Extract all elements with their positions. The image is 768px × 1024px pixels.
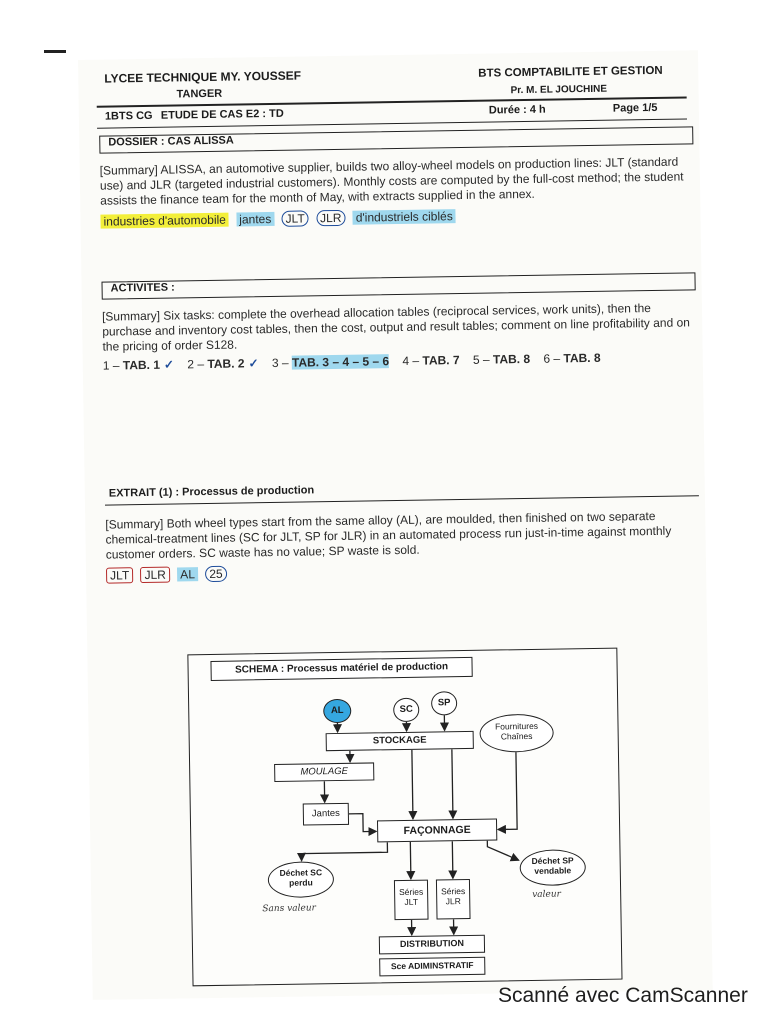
- circled-term: JLT: [281, 210, 308, 226]
- activity-number: 2: [187, 357, 195, 372]
- subject-label: ETUDE DE CAS E2 : TD: [160, 107, 284, 122]
- school-name: LYCEE TECHNIQUE MY. YOUSSEF: [104, 68, 302, 86]
- node-sc: SC: [393, 698, 419, 722]
- activity-ref: TAB. 3 – 4 – 5 – 6: [291, 354, 390, 370]
- scan-edge-mark: [44, 50, 66, 53]
- node-series-jlr-line2: JLR: [445, 896, 461, 907]
- check-mark-icon: ✓: [248, 356, 259, 371]
- activity-number: 6: [543, 351, 551, 366]
- activity-ref: TAB. 8: [492, 351, 531, 367]
- highlight-blue: jantes: [236, 212, 274, 227]
- check-mark-icon: ✓: [163, 357, 175, 372]
- edge-faconnage-jlr: [452, 841, 453, 878]
- duration-label: Durée : 4 h: [488, 103, 546, 117]
- node-distribution: DISTRIBUTION: [379, 935, 485, 955]
- node-sp: SP: [431, 691, 457, 715]
- node-fournitures-line1: Fournitures: [494, 720, 539, 732]
- node-dechet-sp-line2: vendable: [534, 865, 572, 876]
- program-name: BTS COMPTABILITE ET GESTION: [478, 64, 663, 80]
- activity-number: 3: [271, 355, 279, 370]
- node-series-jlr-line1: Séries: [440, 886, 466, 897]
- activity-item: 6 – TAB. 8: [543, 350, 601, 366]
- node-moulage: MOULAGE: [274, 762, 374, 782]
- teacher-name: Pr. M. EL JOUCHINE: [510, 83, 608, 97]
- dossier-summary-text: [Summary] ALISSA, an automotive supplier, builds two alloy-wheel models on production lines: JLT (standard use) and JLR (targeted industrial customers). Monthly costs are computed by the full-cost method; the student assists the finance team for the month of May, with extracts supplied in the annex.: [99, 154, 684, 208]
- edge-stockage-faconnage-sp: [452, 749, 453, 818]
- schema-title: SCHEMA : Processus matériel de production: [210, 657, 472, 681]
- activity-item: 4 – TAB. 7: [402, 353, 460, 368]
- circled-term: JLR: [140, 567, 170, 583]
- node-dechet-sp-line1: Déchet SP: [531, 855, 574, 866]
- scanner-watermark: Scanné avec CamScanner: [498, 984, 748, 1007]
- highlight-blue: d'industriels ciblés: [353, 209, 456, 225]
- production-schema: [187, 648, 622, 987]
- section-title-activites: ACTIVITES :: [101, 272, 695, 299]
- activites-summary: [102, 300, 697, 373]
- edge-jantes-faconnage: [349, 813, 376, 831]
- handwritten-note-sp: valeur: [532, 889, 562, 900]
- extrait-annotations: [106, 559, 700, 583]
- activity-number: 4: [402, 353, 410, 368]
- section-title-dossier: DOSSIER : CAS ALISSA: [99, 126, 693, 153]
- edge-faconnage-dechet-sc: [301, 842, 387, 860]
- edge-fournitures-faconnage: [497, 752, 517, 829]
- activity-number: 5: [472, 352, 480, 367]
- node-stockage: STOCKAGE: [326, 731, 474, 751]
- highlight-yellow: industries d'automobile: [100, 213, 229, 229]
- dossier-summary: [100, 154, 695, 229]
- activity-item: 1 – TAB. 1 ✓: [102, 357, 175, 373]
- activity-ref: TAB. 8: [563, 350, 601, 366]
- activites-summary-text: [Summary] Six tasks: complete the overhead allocation tables (reciprocal services, work units), then the purchase and inventory cost tables, then the cost, output and result tables; comment on line profitability and on the pricing of order S128.: [101, 301, 690, 354]
- node-jantes: Jantes: [303, 803, 349, 826]
- node-fournitures-line2: Chaînes: [500, 730, 533, 742]
- handwritten-note-sc: Sans valeur: [262, 903, 316, 915]
- circled-term: 25: [205, 566, 227, 582]
- extrait-summary-text: [Summary] Both wheel types start from the same alloy (AL), are moulded, then finished on two separate chemical-treatment lines (SC for JLT, SP for JLR) in an automated process run just-in-time against monthly customer orders. SC waste has no value; SP waste is sold.: [105, 508, 672, 562]
- edge-faconnage-jlt: [410, 842, 411, 879]
- school-city: TANGER: [176, 87, 223, 101]
- activity-item: 2 – TAB. 2 ✓: [187, 356, 259, 372]
- node-series-jlt-line1: Séries: [398, 886, 424, 898]
- dossier-annotations: [100, 205, 694, 229]
- class-label: 1BTS CG: [104, 109, 153, 123]
- page-number: Page 1/5: [612, 101, 658, 115]
- node-al: AL: [323, 699, 351, 723]
- edge-faconnage-dechet-sp: [487, 840, 518, 860]
- activity-item: 3 – TAB. 3 – 4 – 5 – 6: [271, 354, 390, 370]
- node-dechet-sc-line1: Déchet SC: [279, 867, 323, 878]
- node-series-jlr: [436, 879, 471, 920]
- circled-term: JLR: [316, 210, 346, 226]
- exam-sheet: [78, 50, 713, 1000]
- header-band: [97, 96, 687, 128]
- activity-number: 1: [102, 358, 110, 373]
- node-series-jlt-line2: JLT: [404, 896, 419, 907]
- node-faconnage: FAÇONNAGE: [377, 819, 497, 843]
- activity-ref: TAB. 7: [422, 353, 460, 368]
- activity-list: [103, 349, 697, 373]
- edge-stockage-faconnage-sc: [412, 750, 413, 819]
- activity-item: 5 – TAB. 8: [472, 351, 531, 367]
- section-title-extrait: EXTRAIT (1) : Processus de production: [105, 478, 699, 505]
- activity-ref: TAB. 2: [207, 356, 245, 372]
- highlight-blue: AL: [177, 567, 198, 581]
- activity-ref: TAB. 1: [122, 357, 161, 373]
- extrait-summary: [105, 508, 700, 583]
- circled-term: JLT: [106, 567, 133, 583]
- node-dechet-sc-line2: perdu: [289, 877, 313, 888]
- node-series-jlt: [394, 880, 429, 921]
- node-admin: Sce ADIMINSTRATIF: [379, 957, 485, 977]
